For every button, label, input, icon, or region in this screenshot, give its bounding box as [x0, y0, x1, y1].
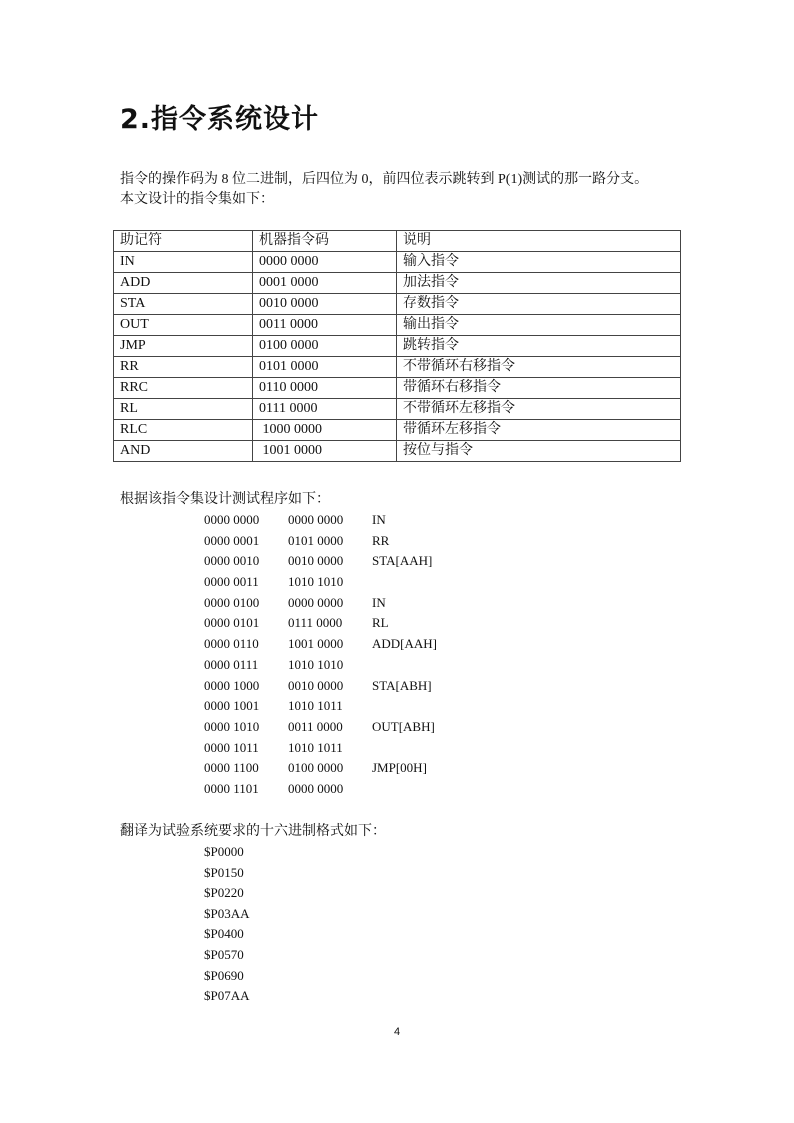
code: 0101 0000 [288, 532, 344, 548]
hex-line: $P03AA [204, 905, 250, 921]
section-heading: 2.指令系统设计 [120, 104, 320, 135]
hex-line: $P0000 [204, 844, 244, 859]
code: 0000 0000 [288, 780, 344, 796]
machine-code-cell: 0111 0000 [253, 399, 397, 420]
mnemonic-cell: AND [114, 441, 253, 462]
code: 0010 0000 [288, 553, 344, 569]
description-cell: 按位与指令 [397, 441, 681, 462]
code: 0010 0000 [288, 677, 344, 693]
description-cell: 不带循环右移指令 [397, 357, 681, 378]
mnemonic-cell: ADD [114, 273, 253, 294]
table-row [114, 252, 681, 273]
address: 0000 0011 [204, 574, 259, 590]
address: 0000 0110 [204, 636, 259, 652]
hex-line: $P0400 [204, 926, 244, 942]
table-header-row [114, 231, 681, 252]
description-cell: 带循环右移指令 [397, 378, 681, 399]
code: 0000 0000 [288, 512, 344, 527]
description-cell: 不带循环左移指令 [397, 399, 681, 420]
address: 0000 0100 [204, 594, 260, 610]
address: 0000 0010 [204, 553, 260, 569]
machine-code-cell: 1000 0000 [253, 420, 397, 441]
hex-line: $P07AA [204, 988, 250, 1004]
instruction-set-table [113, 230, 681, 462]
machine-code-cell: 0000 0000 [253, 252, 397, 273]
machine-code-cell: 1001 0000 [253, 441, 397, 462]
description-cell: 输入指令 [397, 252, 681, 273]
hex-line: $P0690 [204, 967, 244, 983]
mnemonic-cell: RLC [114, 420, 253, 441]
mnemonic: ADD[AAH] [372, 636, 437, 652]
hex-line: $P0570 [204, 946, 244, 962]
machine-code-cell: 0001 0000 [253, 273, 397, 294]
address: 0000 1100 [204, 760, 259, 776]
mnemonic: RL [372, 615, 389, 631]
table-row [114, 420, 681, 441]
address: 0000 1011 [204, 739, 259, 755]
address: 0000 1010 [204, 718, 260, 734]
intro-paragraph-1: 指令的操作码为 8 位二进制，后四位为 0，前四位表示跳转到 P(1)测试的那一路分支。 [120, 172, 649, 187]
code: 0011 0000 [288, 718, 343, 734]
description-cell: 带循环左移指令 [397, 420, 681, 441]
mnemonic: RR [372, 532, 390, 548]
machine-code-cell: 0101 0000 [253, 357, 397, 378]
address: 0000 0111 [204, 656, 259, 672]
code: 1010 1011 [288, 698, 343, 714]
mnemonic: IN [372, 594, 386, 610]
address: 0000 1101 [204, 780, 259, 796]
machine-code-cell: 0010 0000 [253, 294, 397, 315]
hex-line: $P0220 [204, 885, 244, 901]
code: 0000 0000 [288, 594, 344, 610]
table-row [114, 294, 681, 315]
mnemonic-cell: IN [114, 252, 253, 273]
address: 0000 1000 [204, 677, 260, 693]
description-cell: 输出指令 [397, 315, 681, 336]
mnemonic-cell: JMP [114, 336, 253, 357]
mnemonic: JMP[00H] [372, 760, 427, 776]
table-row [114, 315, 681, 336]
mnemonic: OUT[ABH] [372, 718, 435, 734]
code: 1010 1010 [288, 656, 344, 672]
address: 0000 0101 [204, 615, 260, 631]
code: 0100 0000 [288, 760, 344, 776]
description-cell: 存数指令 [397, 294, 681, 315]
hex-intro: 翻译为试验系统要求的十六进制格式如下： [120, 824, 386, 839]
table-row [114, 399, 681, 420]
code: 1010 1010 [288, 574, 344, 590]
code: 1010 1011 [288, 739, 343, 755]
mnemonic-cell: RRC [114, 378, 253, 399]
mnemonic: STA[ABH] [372, 677, 432, 693]
mnemonic-cell: OUT [114, 315, 253, 336]
code: 1001 0000 [288, 636, 344, 652]
table-row [114, 273, 681, 294]
address: 0000 1001 [204, 698, 260, 714]
table-row [114, 357, 681, 378]
mnemonic: STA[AAH] [372, 553, 433, 569]
program-intro: 根据该指令集设计测试程序如下： [120, 492, 330, 507]
header-machine-code: 机器指令码 [253, 231, 397, 252]
address: 0000 0001 [204, 532, 260, 548]
mnemonic-cell: STA [114, 294, 253, 315]
description-cell: 跳转指令 [397, 336, 681, 357]
intro-paragraph-2: 本文设计的指令集如下： [120, 192, 274, 207]
machine-code-cell: 0110 0000 [253, 378, 397, 399]
table-row [114, 378, 681, 399]
header-mnemonic: 助记符 [114, 231, 253, 252]
header-description: 说明 [397, 231, 681, 252]
machine-code-cell: 0011 0000 [253, 315, 397, 336]
code: 0111 0000 [288, 615, 343, 631]
machine-code-cell: 0100 0000 [253, 336, 397, 357]
mnemonic-cell: RL [114, 399, 253, 420]
mnemonic: IN [372, 512, 386, 527]
mnemonic-cell: RR [114, 357, 253, 378]
hex-line: $P0150 [204, 864, 244, 880]
table-row [114, 441, 681, 462]
description-cell: 加法指令 [397, 273, 681, 294]
address: 0000 0000 [204, 512, 260, 527]
table-row [114, 336, 681, 357]
hex-listing [204, 842, 250, 1007]
page-number: 4 [393, 1026, 401, 1038]
